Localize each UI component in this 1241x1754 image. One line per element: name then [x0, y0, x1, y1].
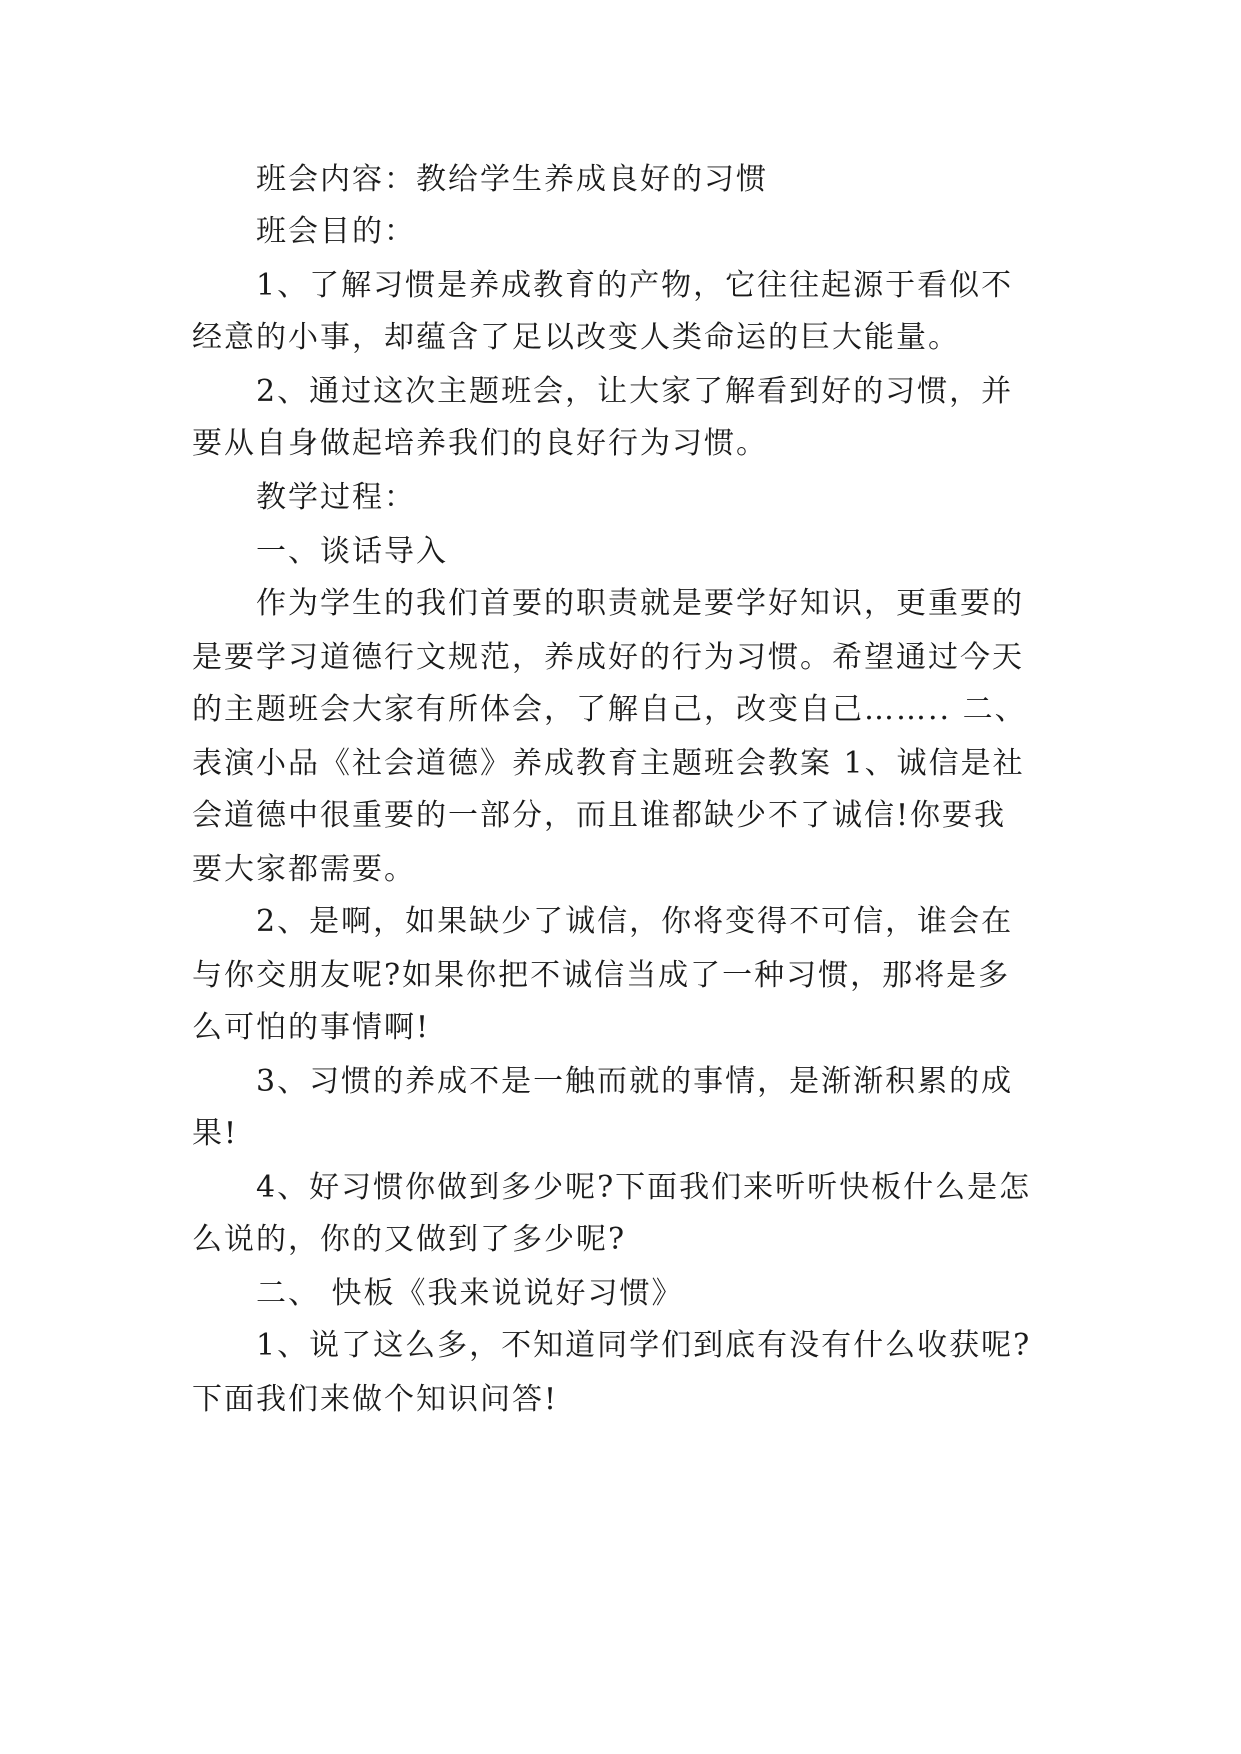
text-line: 是要学习道德行文规范，养成好的行为习惯。希望通过今天 [192, 640, 1024, 675]
text-line: 3、习惯的养成不是一触而就的事情，是渐渐积累的成 [256, 1064, 1014, 1099]
text-line: 一、谈话导入 [256, 534, 448, 569]
text-line: 下面我们来做个知识问答! [192, 1382, 559, 1417]
text-line: 表演小品《社会道德》养成教育主题班会教案 1、诚信是社 [192, 746, 1025, 781]
text-line: 么可怕的事情啊! [192, 1010, 431, 1045]
text-line: 要大家都需要。 [192, 852, 416, 887]
text-line: 2、通过这次主题班会，让大家了解看到好的习惯，并 [256, 374, 1014, 409]
text-line: 教学过程： [256, 480, 416, 515]
text-line: 要从自身做起培养我们的良好行为习惯。 [192, 426, 768, 461]
text-line: 班会目的： [256, 214, 416, 249]
text-line: 1、说了这么多，不知道同学们到底有没有什么收获呢? [256, 1328, 1032, 1363]
text-line: 二、 快板《我来说说好习惯》 [256, 1276, 684, 1311]
text-line: 4、好习惯你做到多少呢?下面我们来听听快板什么是怎 [256, 1170, 1032, 1205]
text-line: 果! [192, 1116, 239, 1151]
text-line: 么说的，你的又做到了多少呢? [192, 1222, 627, 1257]
text-line: 1、了解习惯是养成教育的产物，它往往起源于看似不 [256, 268, 1014, 303]
text-line: 会道德中很重要的一部分，而且谁都缺少不了诚信!你要我 [192, 798, 1007, 833]
text-line: 经意的小事，却蕴含了足以改变人类命运的巨大能量。 [192, 320, 960, 355]
text-line: 班会内容：教给学生养成良好的习惯 [256, 162, 768, 197]
text-line: 与你交朋友呢?如果你把不诚信当成了一种习惯，那将是多 [192, 958, 1011, 993]
text-line: 作为学生的我们首要的职责就是要学好知识，更重要的 [256, 586, 1024, 621]
text-line: 的主题班会大家有所体会，了解自己，改变自己…….. 二、 [192, 692, 1027, 727]
text-line: 2、是啊，如果缺少了诚信，你将变得不可信，谁会在 [256, 904, 1014, 939]
